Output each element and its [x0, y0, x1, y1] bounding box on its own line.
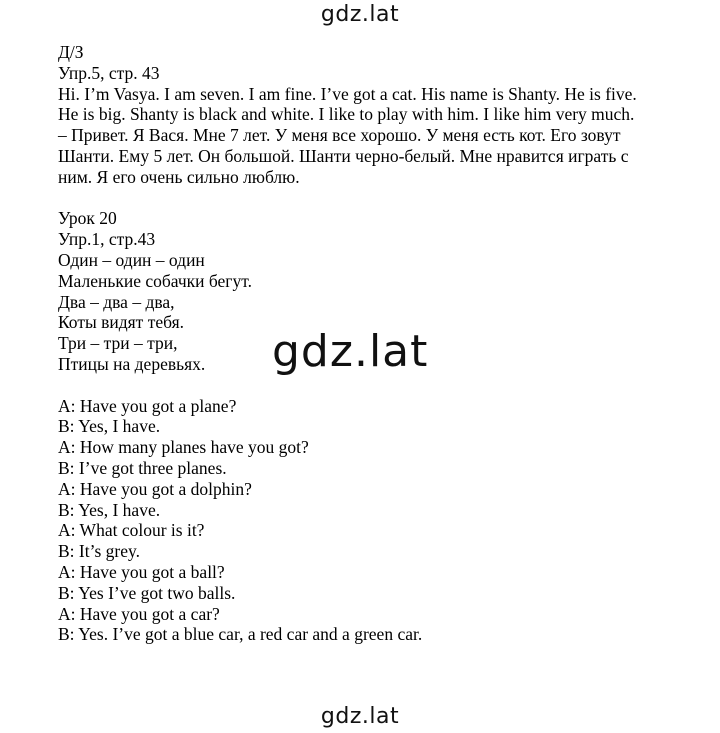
dialogue-line: A: Have you got a car?: [58, 603, 220, 624]
section-spacer: [58, 188, 708, 209]
poem-line: Птицы на деревьях.: [58, 353, 206, 374]
poem-line: Коты видят тебя.: [58, 312, 185, 333]
homework-heading: Д/З: [58, 42, 84, 62]
exercise-reference: Упр.1, стр.43: [58, 229, 156, 250]
dialogue-line: B: Yes. I’ve got a blue car, a red car and a green car.: [58, 624, 423, 645]
text-line: – Привет. Я Вася. Мне 7 лет. У меня все хорошо. У меня есть кот. Его зовут: [58, 125, 621, 146]
watermark-middle: gdz.lat: [272, 326, 429, 377]
poem-line: Маленькие собачки бегут.: [58, 270, 252, 291]
poem-line: Один – один – один: [58, 249, 205, 270]
dialogue-line: A: Have you got a dolphin?: [58, 478, 252, 499]
dialogue-section: [58, 396, 708, 646]
lesson-heading: Урок 20: [58, 208, 117, 229]
text-line: Hi. I’m Vasya. I am seven. I am fine. I’ve got a cat. His name is Shanty. He is five.: [58, 83, 637, 104]
dialogue-line: A: What colour is it?: [58, 520, 205, 541]
homework-section: [58, 42, 708, 188]
dialogue-line: A: Have you got a ball?: [58, 561, 225, 582]
dialogue-line: A: Have you got a plane?: [58, 395, 237, 416]
text-line: ним. Я его очень сильно люблю.: [58, 166, 300, 187]
text-line: He is big. Shanty is black and white. I like to play with him. I like him very much.: [58, 104, 635, 125]
dialogue-line: B: It’s grey.: [58, 541, 140, 562]
dialogue-line: A: How many planes have you got?: [58, 437, 309, 458]
section-spacer: [58, 375, 708, 396]
poem-line: Три – три – три,: [58, 333, 178, 354]
dialogue-line: B: I’ve got three planes.: [58, 457, 227, 478]
exercise-reference: Упр.5, стр. 43: [58, 62, 160, 83]
poem-line: Два – два – два,: [58, 291, 175, 312]
dialogue-line: B: Yes I’ve got two balls.: [58, 582, 236, 603]
watermark-top: gdz.lat: [320, 2, 400, 27]
dialogue-line: B: Yes, I have.: [58, 499, 161, 520]
watermark-bottom: gdz.lat: [320, 704, 400, 729]
dialogue-line: B: Yes, I have.: [58, 416, 161, 437]
text-line: Шанти. Ему 5 лет. Он большой. Шанти черно-белый. Мне нравится играть с: [58, 145, 629, 166]
